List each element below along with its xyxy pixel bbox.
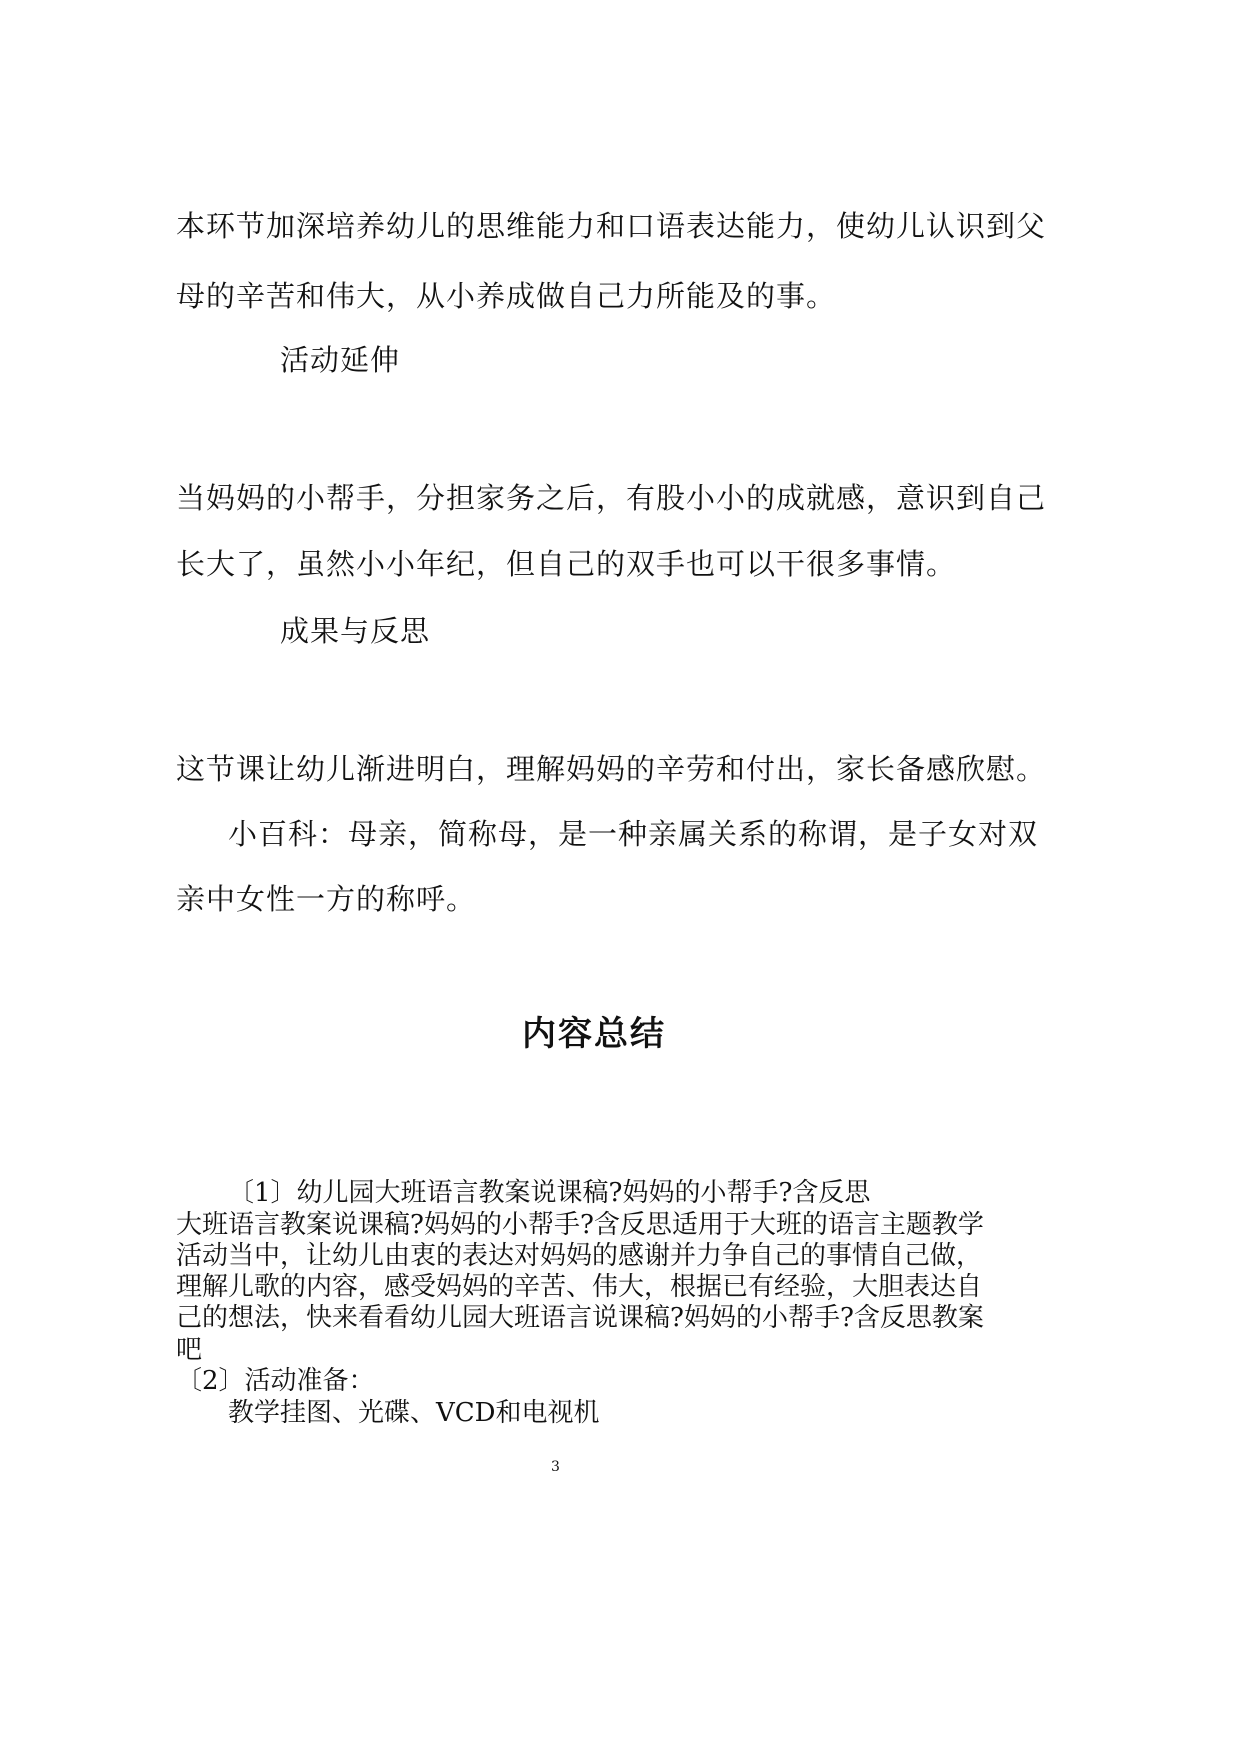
section-heading-reflection: 成果与反思: [280, 614, 431, 648]
summary-item-title: 〔2〕活动准备：: [176, 1366, 375, 1396]
paragraph-line: 小百科：母亲，简称母，是一种亲属关系的称谓，是子女对双: [228, 817, 1039, 851]
paragraph-line: 本环节加深培养幼儿的思维能力和口语表达能力，使幼儿认识到父: [176, 209, 1047, 243]
summary-item-body-line: 大班语言教案说课稿?妈妈的小帮手?含反思适用于大班的语言主题教学: [176, 1210, 984, 1240]
paragraph-line: 母的辛苦和伟大，从小养成做自己力所能及的事。: [176, 279, 837, 313]
paragraph-line: 亲中女性一方的称呼。: [176, 882, 477, 916]
summary-item-title: 〔1〕幼儿园大班语言教案说课稿?妈妈的小帮手?含反思: [228, 1178, 871, 1208]
summary-item-body-line: 教学挂图、光碟、VCD和电视机: [228, 1398, 600, 1428]
summary-title: 内容总结: [522, 1014, 666, 1054]
section-heading-extension: 活动延伸: [280, 343, 401, 377]
summary-item-body-line: 理解儿歌的内容，感受妈妈的辛苦、伟大，根据已有经验，大胆表达自: [176, 1272, 983, 1302]
page-number: 3: [551, 1459, 560, 1475]
paragraph-line: 长大了，虽然小小年纪，但自己的双手也可以干很多事情。: [176, 547, 957, 581]
summary-item-body-line: 吧: [176, 1335, 203, 1365]
paragraph-line: 当妈妈的小帮手，分担家务之后，有股小小的成就感，意识到自己: [176, 481, 1047, 515]
paragraph-line: 这节课让幼儿渐进明白，理解妈妈的辛劳和付出，家长备感欣慰。: [176, 752, 1047, 786]
summary-item-body-line: 己的想法，快来看看幼儿园大班语言说课稿?妈妈的小帮手?含反思教案: [176, 1303, 984, 1333]
summary-item-body-line: 活动当中，让幼儿由衷的表达对妈妈的感谢并力争自己的事情自己做，: [176, 1241, 983, 1271]
